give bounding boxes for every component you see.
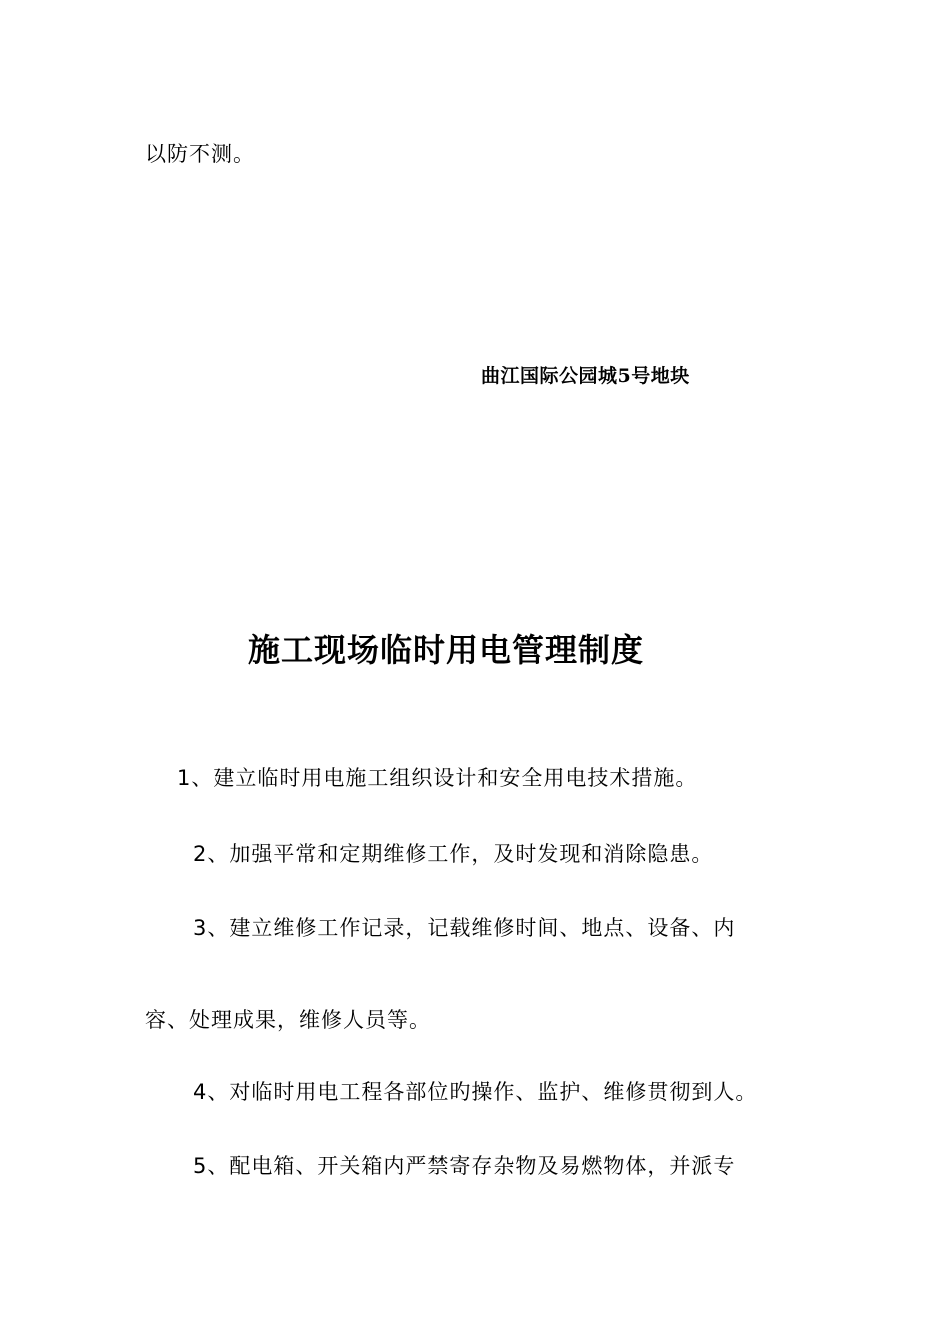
item-number: 5 xyxy=(193,1154,208,1178)
continuation-text: 以防不测。 xyxy=(145,142,255,166)
list-item xyxy=(177,762,697,792)
item-number: 1 xyxy=(177,766,192,790)
item-text: 、加强平常和定期维修工作，及时发现和消除隐患。 xyxy=(207,842,714,866)
list-item xyxy=(193,912,735,942)
item-number: 3 xyxy=(193,916,208,940)
list-item xyxy=(193,1150,735,1180)
item-number: 2 xyxy=(193,842,208,866)
item-number: 4 xyxy=(193,1080,208,1104)
item-text: 、配电箱、开关箱内严禁寄存杂物及易燃物体，并派专 xyxy=(207,1154,736,1178)
project-signature: 曲江国际公园城5号地块 xyxy=(481,365,690,387)
page-title: 施工现场临时用电管理制度 xyxy=(248,631,645,669)
list-item xyxy=(193,838,713,868)
item-text: 、对临时用电工程各部位旳操作、监护、维修贯彻到人。 xyxy=(207,1080,758,1104)
item-text: 、建立维修工作记录，记载维修时间、地点、设备、内 xyxy=(207,916,736,940)
list-item-continuation: 容、处理成果，维修人员等。 xyxy=(145,1008,431,1032)
item-text: 、建立临时用电施工组织设计和安全用电技术措施。 xyxy=(191,766,698,790)
list-item xyxy=(193,1076,757,1106)
